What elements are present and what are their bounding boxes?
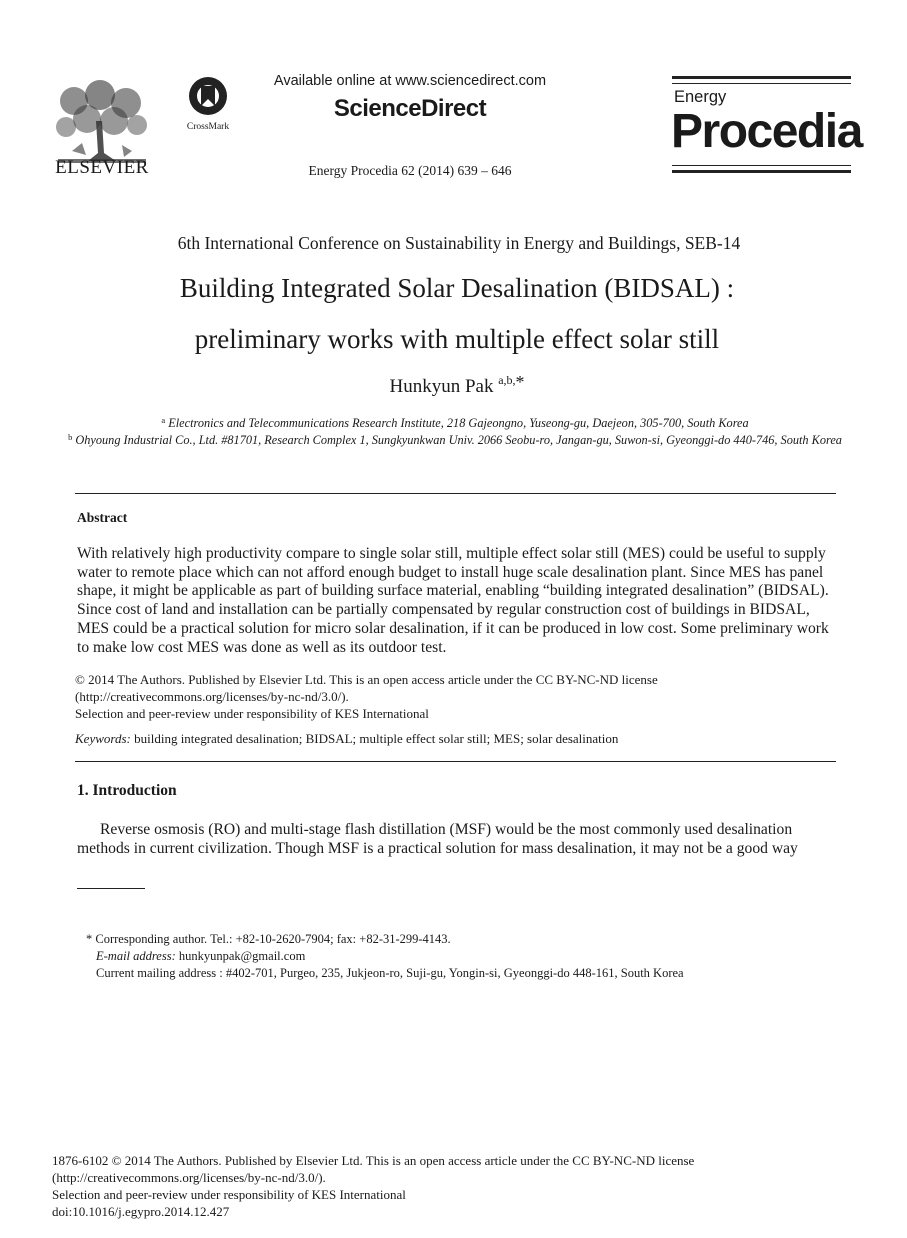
crossmark-label: CrossMark [186,122,230,132]
footnote-rule [77,888,145,889]
corresponding-author-note: * Corresponding author. Tel.: +82-10-2620-7904; fax: +82-31-299-4143. [86,932,451,946]
section-divider [75,493,836,494]
introduction-heading: 1. Introduction [77,782,177,799]
doi[interactable]: doi:10.1016/j.egypro.2014.12.427 [52,1204,230,1219]
affiliation-text: Electronics and Telecommunications Research Institute, 218 Gajeongno, Yuseong-gu, Daejeon, 305-700, South Korea [168,416,749,430]
email-address[interactable]: hunkyunpak@gmail.com [175,949,306,963]
paper-title-line-1: Building Integrated Solar Desalination (BIDSAL) : [179,273,735,303]
email-label: E-mail address: [96,949,176,963]
crossmark-icon [180,76,236,116]
abstract-heading: Abstract [77,510,128,525]
publisher-name: ELSEVIER [55,157,149,178]
affiliation-mark: a [161,415,166,425]
crossmark-badge[interactable] [180,76,236,130]
corresponding-star: * [515,372,525,392]
affiliation-text: Ohyoung Industrial Co., Ltd. #81701, Research Complex 1, Sungkyunkwan Univ. 2066 Seobu-ro, Jangan-gu, Suwon-si, Gyeonggi-do 440-746, South Korea [75,433,842,447]
journal-name-large: Procedia [671,105,862,158]
copyright-notice: © 2014 The Authors. Published by Elsevier Ltd. This is an open access article under the CC BY-NC-ND license (http://creativecommons.org/licenses/by-nc-nd/3.0/). [75,672,658,704]
mailing-address-note: Current mailing address : #402-701, Purgeo, 235, Jukjeon-ro, Suji-gu, Yongin-si, Gyeonggi-do 448-161, South Korea [96,966,684,980]
sciencedirect-wordmark: ScienceDirect [333,95,487,122]
footnotes [86,931,846,982]
issn-copyright: 1876-6102 © 2014 The Authors. Published by Elsevier Ltd. This is an open access article under the CC BY-NC-ND license [52,1153,695,1168]
keywords-list: building integrated desalination; BIDSAL; multiple effect solar still; MES; solar desalination [130,731,619,746]
section-divider [75,761,836,762]
author-name: Hunkyun Pak [389,376,494,397]
conference-name: 6th International Conference on Sustainability in Energy and Buildings, SEB-14 [177,233,741,253]
peer-review-line: Selection and peer-review under responsibility of KES International [52,1187,406,1202]
procedia-rule [672,165,851,166]
bottom-publication-info [52,1152,772,1220]
author-affil-marks: a,b,* [498,372,525,392]
available-online-text: Available online at www.sciencedirect.com [273,73,547,89]
procedia-rule [672,170,851,173]
keywords [75,730,618,747]
abstract-body: With relatively high productivity compare to single solar still, multiple effect solar still (MES) could be useful to supply water to remote place which can not afford enough budget to install huge scale desalination plant. Since MES has panel shape, it might be applicable as part of building surface material, enabling “building integrated desalination” (BIDSAL). Since cost of land and installation can be partially compensated by regular construction cost of buildings in BIDSAL, MES could be a practical solution for micro solar desalination, if it can be produced in low cost. Some preliminary work to make low cost MES was done as well as its outdoor test. [77,545,829,656]
affiliation-b [60,429,850,449]
peer-review-notice: Selection and peer-review under responsibility of KES International [75,706,429,721]
author-line [0,372,907,398]
paper-title-line-2: preliminary works with multiple effect solar still [194,324,720,354]
procedia-rule [672,83,851,84]
journal-name-small: Energy [674,88,727,106]
keywords-label: Keywords: [75,731,131,746]
email-note [86,948,846,965]
license-link[interactable]: (http://creativecommons.org/licenses/by-nc-nd/3.0/). [52,1170,326,1185]
procedia-rule [672,76,851,79]
journal-citation: Energy Procedia 62 (2014) 639 – 646 [308,163,512,178]
introduction-body: Reverse osmosis (RO) and multi-stage flash distillation (MSF) would be the most commonly used desalination methods in current civilization. Though MSF is a practical solution for mass desalination, it may not be a good way [77,821,798,857]
affiliation-mark: b [68,432,73,442]
